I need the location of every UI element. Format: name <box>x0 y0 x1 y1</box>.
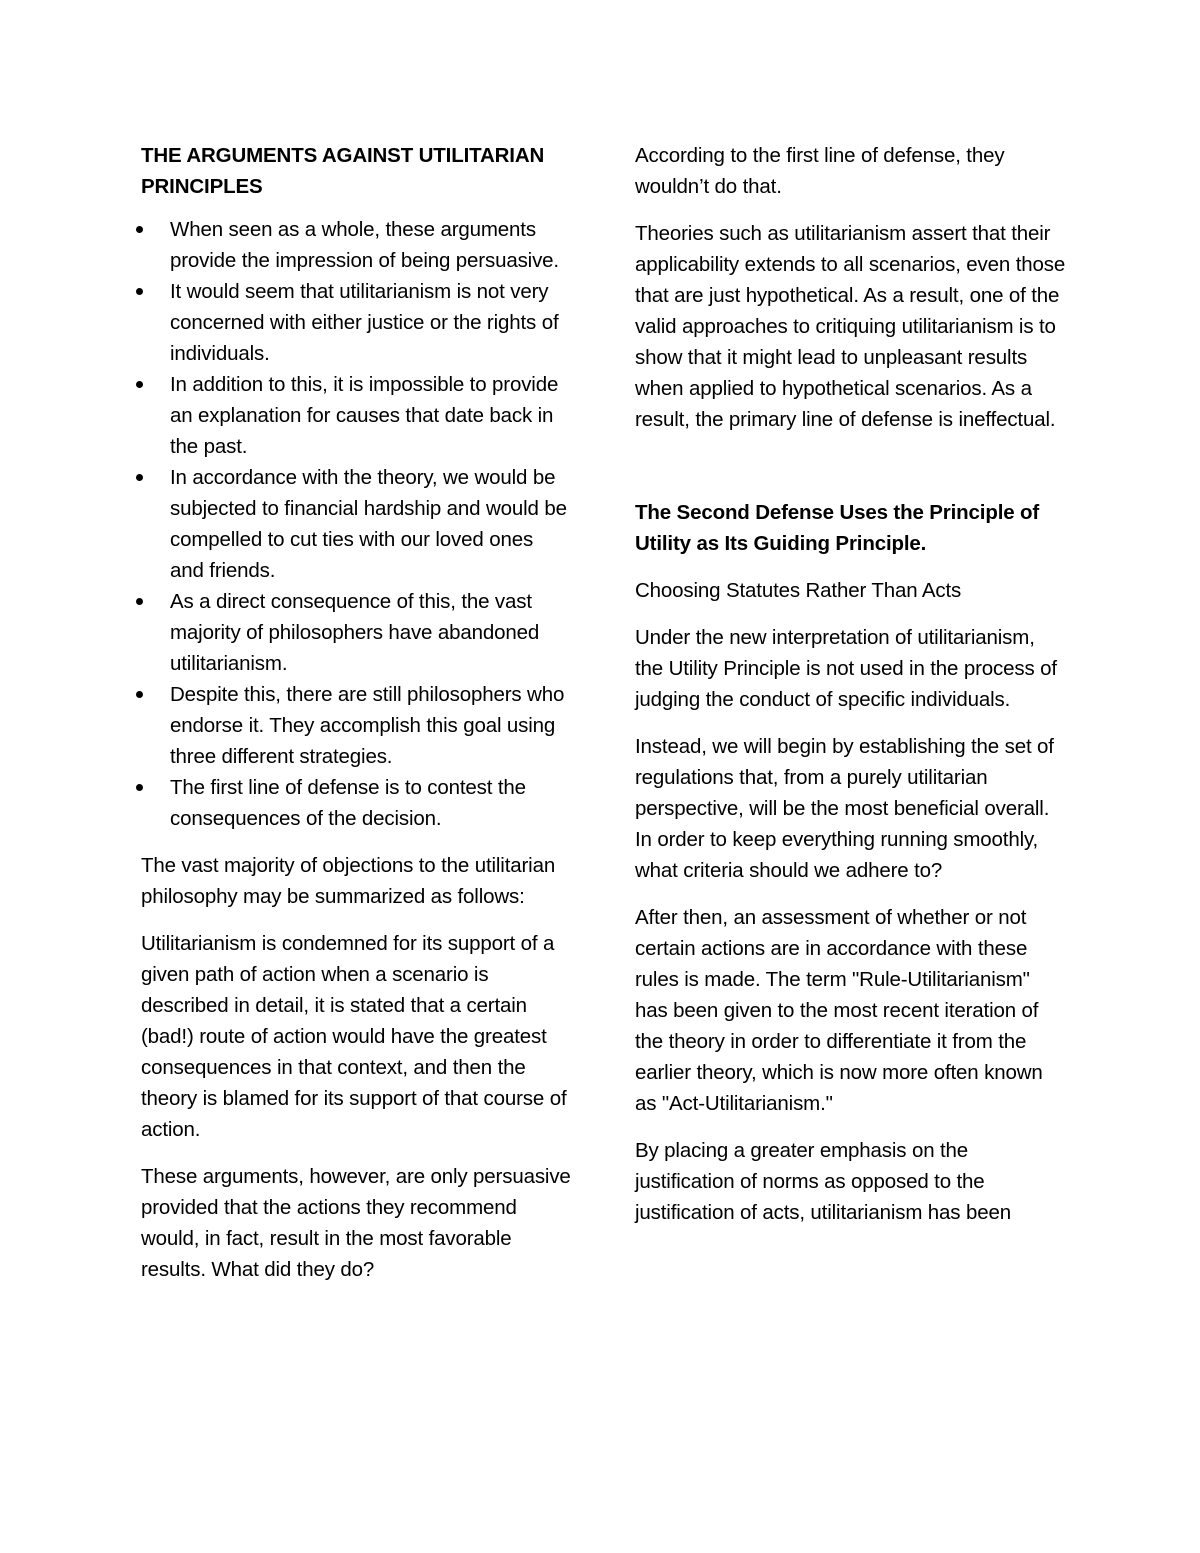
bullet-item <box>141 586 571 679</box>
paragraph-condemnation: Utilitarianism is condemned for its support of a given path of action when a scenario is described in detail, it is stated that a certain (bad!) route of action would have the greatest consequences in that context, and then the theory is blamed for its support of that course of action. <box>141 932 567 1141</box>
right-column <box>635 140 1067 1244</box>
bullet-item <box>141 214 571 276</box>
paragraph-new-interpretation: Under the new interpretation of utilitarianism, the Utility Principle is not used in the process of judging the conduct of specific individuals. <box>635 626 1057 711</box>
section-heading: The Second Defense Uses the Principle of Utility as Its Guiding Principle. <box>635 501 1040 555</box>
bullet-text: As a direct consequence of this, the vast majority of philosophers have abandoned utilitarianism. <box>170 590 540 675</box>
paragraph-theories: Theories such as utilitarianism assert that their applicability extends to all scenarios, even those that are just hypothetical. As a result, one of the valid approaches to critiquing utilitarianism is to show that it might lead to unpleasant results when applied to hypothetical scenarios. As a result, the primary line of defense is ineffectual. <box>635 222 1066 431</box>
bullet-icon <box>136 474 143 481</box>
paragraph-objections-summary: The vast majority of objections to the utilitarian philosophy may be summarized as follows: <box>141 854 556 908</box>
bullet-icon <box>136 598 143 605</box>
bullet-item <box>141 772 571 834</box>
paragraph-norms-emphasis: By placing a greater emphasis on the justification of norms as opposed to the justification of acts, utilitarianism has been <box>635 1139 1011 1224</box>
section-spacer <box>635 451 1067 497</box>
bullet-text: When seen as a whole, these arguments provide the impression of being persuasive. <box>170 218 559 272</box>
left-column <box>141 140 571 1301</box>
bullet-text: The first line of defense is to contest the consequences of the decision. <box>170 776 526 830</box>
bullet-item <box>141 679 571 772</box>
bullet-item <box>141 369 571 462</box>
paragraph-persuasive: These arguments, however, are only persuasive provided that the actions they recommend would, in fact, result in the most favorable results. What did they do? <box>141 1165 571 1281</box>
bullet-icon <box>136 381 143 388</box>
bullet-text: In accordance with the theory, we would be subjected to financial hardship and would be compelled to cut ties with our loved ones and friends. <box>170 466 567 582</box>
bullet-icon <box>136 691 143 698</box>
paragraph-first-defense: According to the first line of defense, they wouldn’t do that. <box>635 144 1005 198</box>
bullet-icon <box>136 226 143 233</box>
bullet-list <box>141 214 571 834</box>
bullet-text: It would seem that utilitarianism is not very concerned with either justice or the rights of individuals. <box>170 280 559 365</box>
subheading: Choosing Statutes Rather Than Acts <box>635 579 962 602</box>
bullet-text: Despite this, there are still philosophers who endorse it. They accomplish this goal using three different strategies. <box>170 683 565 768</box>
bullet-icon <box>136 784 143 791</box>
bullet-icon <box>136 288 143 295</box>
bullet-item <box>141 276 571 369</box>
bullet-text: In addition to this, it is impossible to provide an explanation for causes that date back in the past. <box>170 373 559 458</box>
document-title: THE ARGUMENTS AGAINST UTILITARIAN PRINCIPLES <box>141 144 545 198</box>
bullet-item <box>141 462 571 586</box>
paragraph-rule-utilitarianism: After then, an assessment of whether or not certain actions are in accordance with these rules is made. The term "Rule-Utilitarianism" has been given to the most recent iteration of the theory in order to differentiate it from the earlier theory, which is now more often known as "Act-Utilitarianism." <box>635 906 1043 1115</box>
paragraph-regulations: Instead, we will begin by establishing the set of regulations that, from a purely utilitarian perspective, will be the most beneficial overall. In order to keep everything running smoothly, what criteria should we adhere to? <box>635 735 1054 882</box>
